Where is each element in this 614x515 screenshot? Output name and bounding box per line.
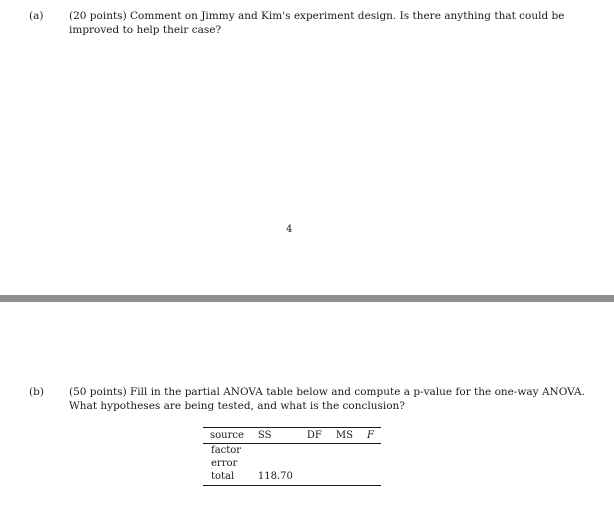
table-row	[203, 444, 381, 458]
header-f: F	[360, 428, 381, 444]
table-row	[203, 457, 381, 470]
row-ms	[329, 470, 360, 486]
header-ms: MS	[329, 428, 360, 444]
row-source: factor	[211, 445, 242, 456]
header-ss: SS	[251, 428, 300, 444]
row-source: total	[203, 470, 251, 486]
header-source: source	[203, 428, 251, 444]
part-a-line-1: (20 points) Comment on Jimmy and Kim's experiment design. Is there anything that could be	[69, 10, 565, 22]
page-number: 4	[286, 224, 293, 235]
part-b-line-1: (50 points) Fill in the partial ANOVA table below and compute a p-value for the one-way ANOVA.	[69, 386, 585, 398]
part-a-line-2: improved to help their case?	[69, 24, 222, 36]
header-df: DF	[300, 428, 329, 444]
row-f	[360, 470, 381, 486]
row-df	[300, 444, 329, 458]
row-source: error	[211, 458, 238, 469]
anova-header-row	[203, 428, 381, 444]
part-b-question	[69, 385, 589, 413]
page-divider	[0, 295, 614, 302]
row-ss	[251, 444, 300, 458]
row-df	[300, 457, 329, 470]
anova-table	[203, 427, 381, 486]
part-b-line-2: What hypotheses are being tested, and what is the conclusion?	[69, 400, 405, 412]
row-f	[360, 457, 381, 470]
part-a-label: (a)	[29, 10, 44, 22]
row-ss	[251, 457, 300, 470]
part-b-label: (b)	[29, 386, 44, 398]
row-ms	[329, 457, 360, 470]
row-ms	[329, 444, 360, 458]
row-f	[360, 444, 381, 458]
row-df	[300, 470, 329, 486]
table-row	[203, 470, 381, 486]
part-a-question	[69, 9, 569, 37]
row-ss: 118.70	[251, 470, 300, 486]
